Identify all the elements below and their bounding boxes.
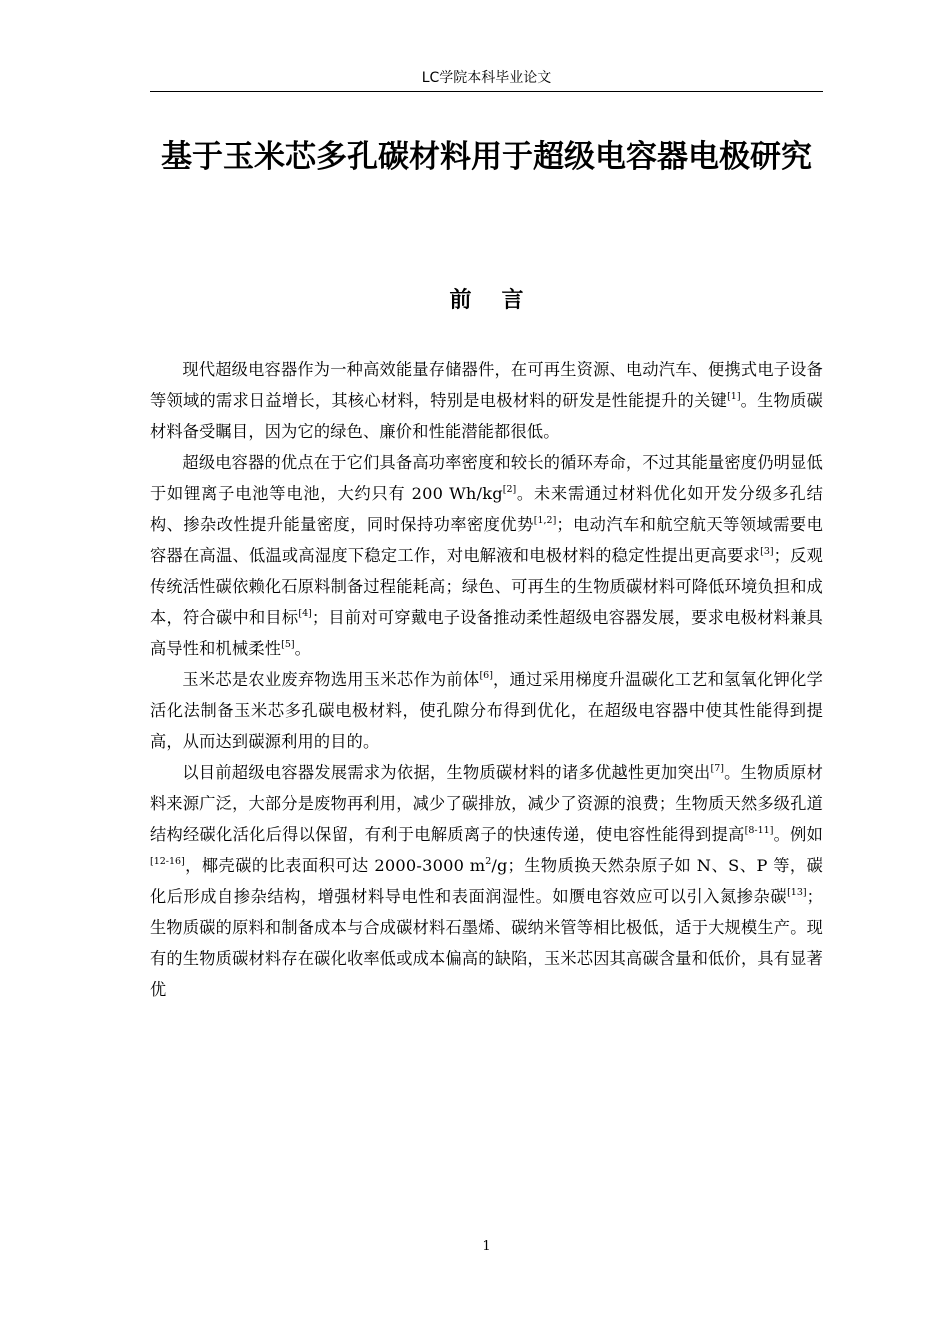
text-run: 。未来需通过材料优化如开发分级多孔结构、掺杂改性提升能量密度，同时保持功率密度优势: [150, 484, 823, 534]
citation: [1,2]: [533, 515, 557, 526]
header-rule: [150, 91, 823, 92]
text-run: 以目前超级电容器发展需求为依据，生物质碳材料的诸多优越性更加突出: [182, 763, 711, 782]
citation: [5]: [281, 639, 295, 650]
citation: [3]: [760, 546, 774, 557]
citation: [7]: [710, 763, 724, 774]
section-heading-char: 言: [501, 288, 524, 313]
paragraph-2: [150, 447, 823, 664]
text-run: ，通过采用梯度升温碳化工艺和氢氧化钾化学活化法制备玉米芯多孔碳电极材料，使孔隙分布得到优化，在超级电容器中使其性能得到提高，从而达到碳源利用的目的。: [150, 670, 823, 751]
page-number: 1: [482, 1239, 491, 1254]
text-run: 。生物质原材料来源广泛，大部分是废物再利用，减少了碳排放，减少了资源的浪费；生物质天然多级孔道结构经碳化活化后得以保留，有利于电解质离子的快速传递，使电容性能得到提高: [150, 763, 823, 844]
text-run: 玉米芯是农业废弃物选用玉米芯作为前体: [182, 670, 480, 689]
citation: [12-16]: [150, 856, 185, 867]
paragraph-3: [150, 664, 823, 757]
text-run: 。: [294, 639, 311, 658]
text-run: ；生物质碳的原料和制备成本与合成碳材料石墨烯、碳纳米管等相比极低，适于大规模生产。现有的生物质碳材料存在碳化收率低或成本偏高的缺陷，玉米芯因其高碳含量和低价，具有显著优: [150, 887, 823, 999]
citation: [6]: [479, 670, 493, 681]
citation: [2]: [502, 484, 517, 495]
section-heading-preface: [150, 286, 823, 316]
paragraph-4: [150, 757, 823, 1005]
text-run: /g；生物质换天然杂原子如 N、S、P 等，碳化后形成自掺杂结构，增强材料导电性和表面润湿性。如赝电容效应可以引入氮掺杂碳: [150, 856, 823, 906]
text-run: ；电动汽车和航空航天等领域需要电容器在高温、低温或高湿度下稳定工作，对电解液和电极材料的稳定性提出更高要求: [150, 515, 823, 565]
text-run: 现代超级电容器作为一种高效能量存储器件，在可再生资源、电动汽车、便携式电子设备等领域的需求日益增长，其核心材料，特别是电极材料的研发是性能提升的关键: [150, 360, 823, 410]
citation: [4]: [298, 608, 312, 619]
body-text: [150, 354, 823, 1005]
text-run: ，椰壳碳的比表面积可达 2000-3000 m: [184, 856, 486, 875]
paper-title: 基于玉米芯多孔碳材料用于超级电容器电极研究: [161, 139, 812, 175]
text-run: ；反观传统活性碳依赖化石原料制备过程能耗高；绿色、可再生的生物质碳材料可降低环境负担和成本，符合碳中和目标: [150, 546, 823, 627]
text-run: 。生物质碳材料备受瞩目，因为它的绿色、廉价和性能潜能都很低。: [150, 391, 824, 441]
text-run: ；目前对可穿戴电子设备推动柔性超级电容器发展，要求电极材料兼具高导性和机械柔性: [150, 608, 823, 658]
text-run: 超级电容器的优点在于它们具备高功率密度和较长的循环寿命，不过其能量密度仍明显低于如锂离子电池等电池，大约只有 200 Wh/kg: [150, 453, 823, 503]
paragraph-1: [150, 354, 823, 447]
unit-superscript: 2: [485, 856, 492, 867]
citation: [13]: [787, 887, 807, 898]
section-heading-char: 前: [449, 288, 472, 313]
running-header: LC学院本科毕业论文: [421, 70, 552, 86]
citation: [1]: [727, 391, 741, 402]
citation: [8-11]: [744, 825, 774, 836]
text-run: 。例如: [773, 825, 823, 844]
